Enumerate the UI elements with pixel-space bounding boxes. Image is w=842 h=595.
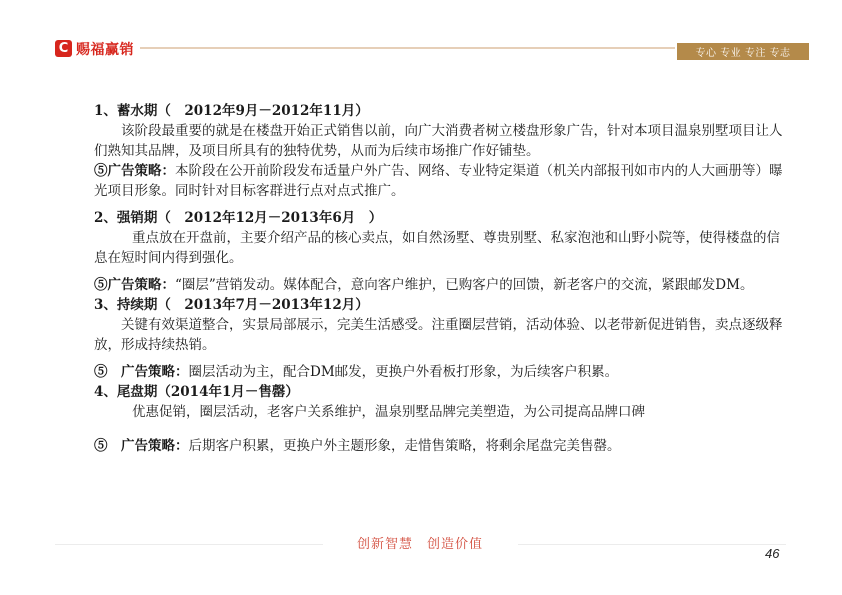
footer-slogan: 创新智慧 创造价值 (356, 537, 483, 552)
page-header (0, 0, 842, 60)
strategy-text: 圈层活动为主，配合DM邮发，更换户外看板打形象，为后续客户积累。 (188, 364, 619, 380)
section-body: 优惠促销，圈层活动，老客户关系维护，温泉别墅品牌完美塑造，为公司提高品牌口碑 (132, 404, 645, 420)
strategy-label: ⑤ 广告策略： (94, 438, 189, 454)
footer-divider-right (518, 544, 786, 545)
strategy-paragraph (94, 362, 784, 382)
page-number: 46 (765, 546, 780, 561)
strategy-label: ⑤广告策略： (94, 277, 175, 293)
logo-text: 赐福赢销 (76, 41, 134, 58)
strategy-text: 本阶段在公开前阶段发布适量户外广告、网络、专业特定渠道（机关内部报刊如市内的人大画册等）曝光项目形象。同时针对目标客群进行点对点式推广。 (94, 163, 783, 199)
header-rule (140, 47, 675, 49)
section-body: 该阶段最重要的就是在楼盘开始正式销售以前，向广大消费者树立楼盘形象广告，针对本项目温泉别墅项目让人们熟知其品牌，及项目所具有的独特优势，从而为后续市场推广作好铺垫。 (94, 123, 783, 159)
strategy-paragraph (94, 161, 784, 201)
strategy-label: ⑤广告策略： (94, 163, 175, 179)
footer-divider-left (55, 544, 323, 545)
strategy-text: 后期客户积累，更换户外主题形象，走惜售策略，将剩余尾盘完美售罄。 (188, 438, 621, 454)
strategy-label: ⑤ 广告策略： (94, 364, 189, 380)
logo-icon: C (55, 40, 72, 57)
section-title: 1、蓄水期（ 2012年9月－2012年11月） (94, 103, 369, 119)
strategy-paragraph (94, 436, 784, 456)
company-logo (55, 39, 134, 58)
strategy-paragraph (94, 275, 784, 295)
section-body: 重点放在开盘前，主要介绍产品的核心卖点，如自然汤墅、尊贵别墅、私家泡池和山野小院等，使得楼盘的信息在短时间内得到强化。 (94, 230, 780, 266)
section-title: 3、持续期（ 2013年7月－2013年12月） (94, 297, 369, 313)
section-title: 4、尾盘期（2014年1月－售罄） (94, 384, 299, 400)
strategy-text: “圈层”营销发动。媒体配合，意向客户维护，已购客户的回馈，新老客户的交流，紧跟邮发DM。 (175, 277, 754, 293)
section-title: 2、强销期（ 2012年12月－2013年6月 ） (94, 210, 383, 226)
section-body: 关键有效渠道整合，实景局部展示，完美生活感受。注重圈层营销，活动体验、以老带新促进销售，卖点逐级释放，形成持续热销。 (94, 317, 783, 353)
header-slogan: 专心 专业 专注 专志 (695, 48, 791, 59)
header-slogan-bar (677, 43, 809, 60)
main-content (94, 101, 784, 456)
